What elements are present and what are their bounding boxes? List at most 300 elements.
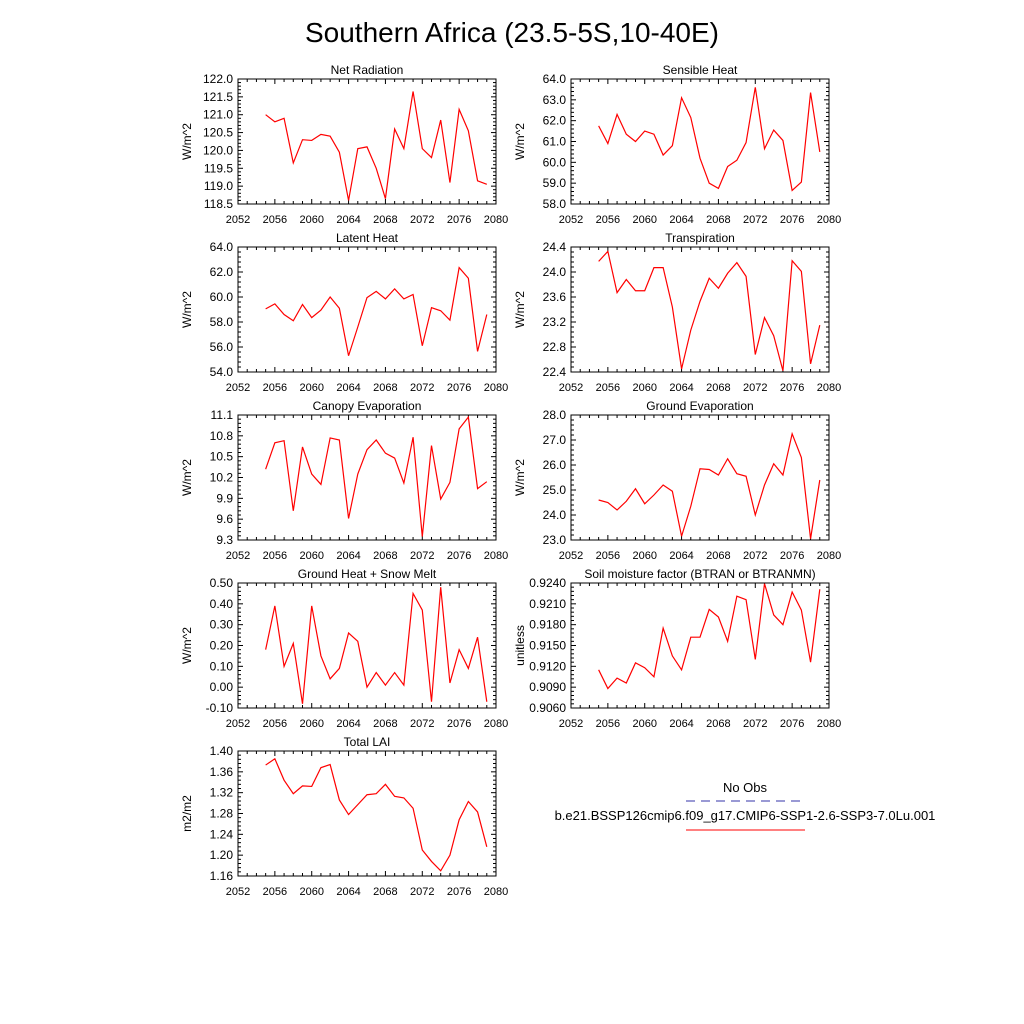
data-point — [468, 278, 469, 279]
data-point — [690, 637, 691, 638]
y-tick-label: 0.9090 — [529, 680, 566, 695]
y-tick-label: 1.24 — [209, 827, 233, 842]
data-point — [792, 260, 793, 261]
data-point — [616, 509, 617, 510]
data-point — [265, 308, 266, 309]
plot-frame — [571, 247, 829, 372]
y-tick-label: 0.9180 — [529, 617, 566, 632]
data-point — [339, 439, 340, 440]
data-point — [477, 488, 478, 489]
data-point — [672, 655, 673, 656]
data-point — [672, 145, 673, 146]
data-point — [477, 180, 478, 181]
figure-title: Southern Africa (23.5-5S,10-40E) — [304, 17, 720, 48]
data-point — [644, 503, 645, 504]
series-line — [266, 417, 487, 536]
data-point — [773, 614, 774, 615]
data-point — [283, 666, 284, 667]
data-point — [431, 861, 432, 862]
chart-panel — [513, 399, 841, 562]
x-tick-label: 2076 — [779, 718, 805, 730]
x-tick-label: 2068 — [373, 214, 398, 226]
data-point — [403, 482, 404, 483]
data-point — [320, 655, 321, 656]
legend-label-obs: No Obs — [722, 780, 768, 795]
data-point — [385, 453, 386, 454]
data-point — [477, 351, 478, 352]
x-tick-label: 2060 — [632, 382, 657, 394]
data-point — [468, 668, 469, 669]
data-point — [745, 476, 746, 477]
y-tick-label: 24.4 — [542, 240, 566, 254]
y-tick-label: 60.0 — [209, 290, 233, 304]
x-tick-label: 2060 — [299, 214, 324, 226]
data-point — [385, 684, 386, 685]
x-tick-label: 2056 — [262, 214, 288, 226]
x-tick-label: 2068 — [706, 718, 731, 730]
data-point — [672, 306, 673, 307]
data-point — [644, 667, 645, 668]
y-tick-label: 120.5 — [202, 125, 233, 140]
data-point — [422, 536, 423, 537]
data-point — [320, 310, 321, 311]
y-tick-label: 1.32 — [209, 785, 233, 800]
data-point — [376, 793, 377, 794]
data-point — [764, 148, 765, 149]
y-tick-label: 0.10 — [209, 659, 233, 674]
x-tick-label: 2076 — [779, 550, 805, 562]
y-tick-label: 0.9120 — [529, 659, 566, 674]
y-tick-label: 24.0 — [542, 265, 566, 279]
data-point — [653, 494, 654, 495]
series-line — [266, 587, 487, 704]
data-point — [311, 140, 312, 141]
data-point — [644, 290, 645, 291]
x-tick-label: 2052 — [225, 214, 251, 226]
x-tick-label: 2068 — [706, 550, 731, 562]
y-tick-label: 1.36 — [209, 764, 233, 779]
y-tick-label: 121.5 — [202, 89, 233, 104]
x-tick-label: 2056 — [262, 886, 288, 898]
data-point — [348, 355, 349, 356]
x-tick-label: 2064 — [336, 550, 361, 562]
data-point — [357, 804, 358, 805]
x-tick-label: 2056 — [262, 718, 288, 730]
x-tick-label: 2060 — [299, 382, 324, 394]
data-point — [810, 92, 811, 93]
chart-panel — [180, 735, 508, 898]
data-point — [348, 518, 349, 519]
y-tick-label: 119.0 — [203, 179, 233, 194]
data-point — [302, 139, 303, 140]
data-point — [709, 469, 710, 470]
data-point — [265, 764, 266, 765]
x-tick-label: 2052 — [558, 214, 584, 226]
y-tick-label: 0.40 — [209, 596, 233, 611]
x-tick-label: 2072 — [410, 382, 435, 394]
x-tick-label: 2080 — [816, 718, 842, 730]
data-point — [699, 301, 700, 302]
data-point — [440, 587, 441, 588]
data-point — [626, 682, 627, 683]
y-tick-label: 61.0 — [542, 134, 566, 149]
data-point — [635, 662, 636, 663]
x-tick-label: 2064 — [669, 718, 694, 730]
data-point — [366, 687, 367, 688]
data-point — [385, 198, 386, 199]
y-tick-label: 23.6 — [542, 290, 566, 304]
y-tick-label: 0.00 — [209, 680, 233, 695]
data-point — [422, 849, 423, 850]
y-tick-label: 23.2 — [542, 315, 566, 329]
plot-frame — [238, 415, 496, 540]
data-point — [274, 121, 275, 122]
data-point — [459, 428, 460, 429]
data-point — [320, 134, 321, 135]
data-point — [412, 593, 413, 594]
chart-panel — [180, 567, 508, 730]
x-tick-label: 2080 — [483, 550, 509, 562]
chart-panel — [180, 231, 508, 394]
data-point — [376, 168, 377, 169]
x-tick-label: 2052 — [558, 718, 584, 730]
y-axis-label: m2/m2 — [180, 795, 194, 832]
y-tick-label: 9.3 — [216, 533, 233, 547]
series-line — [266, 92, 487, 201]
y-tick-label: 60.0 — [542, 155, 566, 170]
plot-frame — [571, 415, 829, 540]
data-point — [302, 446, 303, 447]
data-point — [755, 659, 756, 660]
data-point — [339, 308, 340, 309]
x-tick-label: 2060 — [299, 886, 324, 898]
y-tick-label: 62.0 — [542, 113, 566, 128]
data-point — [819, 589, 820, 590]
y-tick-label: 25.0 — [542, 483, 566, 497]
data-point — [736, 262, 737, 263]
data-point — [745, 142, 746, 143]
x-tick-label: 2056 — [595, 214, 621, 226]
data-point — [431, 701, 432, 702]
data-point — [681, 536, 682, 537]
x-tick-label: 2060 — [632, 718, 657, 730]
x-tick-label: 2068 — [373, 550, 398, 562]
data-point — [709, 183, 710, 184]
panel-title: Soil moisture factor (BTRAN or BTRANMN) — [584, 567, 816, 581]
data-point — [357, 641, 358, 642]
x-tick-label: 2056 — [595, 550, 621, 562]
data-point — [773, 335, 774, 336]
x-tick-label: 2068 — [706, 382, 731, 394]
data-point — [782, 140, 783, 141]
data-point — [440, 870, 441, 871]
x-tick-label: 2060 — [299, 718, 324, 730]
data-point — [265, 469, 266, 470]
data-point — [663, 267, 664, 268]
data-point — [792, 433, 793, 434]
x-tick-label: 2060 — [632, 550, 657, 562]
data-point — [412, 437, 413, 438]
y-tick-label: 1.20 — [209, 848, 233, 863]
y-tick-label: 1.40 — [209, 744, 233, 758]
data-point — [745, 599, 746, 600]
data-point — [459, 267, 460, 268]
data-point — [486, 314, 487, 315]
data-point — [819, 325, 820, 326]
panel-title: Net Radiation — [330, 63, 404, 77]
y-tick-label: 22.4 — [542, 365, 566, 379]
data-point — [330, 764, 331, 765]
data-point — [311, 605, 312, 606]
data-point — [773, 129, 774, 130]
data-point — [366, 794, 367, 795]
x-tick-label: 2080 — [483, 214, 509, 226]
data-point — [412, 91, 413, 92]
x-tick-label: 2080 — [483, 382, 509, 394]
y-tick-label: 9.6 — [216, 512, 233, 527]
data-point — [376, 439, 377, 440]
plot-frame — [571, 79, 829, 204]
data-point — [727, 273, 728, 274]
y-tick-label: 0.9240 — [529, 576, 566, 590]
x-tick-label: 2072 — [743, 214, 768, 226]
data-point — [339, 668, 340, 669]
y-tick-label: 121.0 — [202, 107, 233, 122]
panel-title: Latent Heat — [335, 231, 399, 245]
data-point — [339, 799, 340, 800]
data-point — [311, 786, 312, 787]
data-point — [394, 672, 395, 673]
x-tick-label: 2072 — [410, 886, 435, 898]
chart-panel — [513, 567, 841, 730]
data-point — [459, 109, 460, 110]
y-tick-label: 0.9150 — [529, 638, 566, 653]
data-point — [366, 449, 367, 450]
x-tick-label: 2056 — [262, 382, 288, 394]
data-point — [653, 267, 654, 268]
data-point — [311, 317, 312, 318]
x-tick-label: 2072 — [410, 550, 435, 562]
data-point — [801, 457, 802, 458]
x-tick-label: 2080 — [483, 718, 509, 730]
data-point — [283, 118, 284, 119]
data-point — [598, 669, 599, 670]
plot-frame — [238, 751, 496, 876]
data-point — [302, 785, 303, 786]
data-point — [366, 146, 367, 147]
data-point — [773, 463, 774, 464]
series-line — [266, 759, 487, 871]
data-point — [607, 688, 608, 689]
data-point — [366, 297, 367, 298]
y-tick-label: 64.0 — [209, 240, 233, 254]
data-point — [764, 484, 765, 485]
data-point — [663, 154, 664, 155]
data-point — [477, 637, 478, 638]
y-tick-label: 24.0 — [542, 508, 566, 522]
x-tick-label: 2060 — [299, 550, 324, 562]
panel-title: Ground Heat + Snow Melt — [297, 567, 437, 581]
x-tick-label: 2064 — [669, 382, 694, 394]
data-point — [681, 368, 682, 369]
data-point — [422, 345, 423, 346]
data-point — [348, 200, 349, 201]
data-point — [598, 499, 599, 500]
data-point — [385, 784, 386, 785]
data-point — [681, 669, 682, 670]
y-tick-label: 10.2 — [209, 470, 233, 485]
x-tick-label: 2076 — [446, 718, 472, 730]
x-tick-label: 2064 — [336, 214, 361, 226]
data-point — [440, 310, 441, 311]
y-tick-label: 10.8 — [209, 428, 233, 443]
data-point — [727, 166, 728, 167]
chart-panel — [513, 63, 841, 226]
y-tick-label: 58.0 — [209, 315, 233, 329]
data-point — [598, 125, 599, 126]
y-tick-label: 63.0 — [542, 92, 566, 107]
data-point — [394, 457, 395, 458]
data-point — [348, 632, 349, 633]
data-point — [681, 97, 682, 98]
y-tick-label: 11.1 — [210, 408, 233, 422]
data-point — [311, 473, 312, 474]
data-point — [376, 672, 377, 673]
data-point — [819, 151, 820, 152]
data-point — [468, 130, 469, 131]
data-point — [653, 676, 654, 677]
y-tick-label: 10.5 — [209, 449, 233, 464]
data-point — [755, 514, 756, 515]
data-point — [283, 780, 284, 781]
legend — [555, 780, 936, 830]
data-point — [718, 616, 719, 617]
data-point — [801, 271, 802, 272]
data-point — [644, 130, 645, 131]
data-point — [422, 609, 423, 610]
y-tick-label: 0.20 — [209, 638, 233, 653]
data-point — [486, 481, 487, 482]
x-tick-label: 2064 — [336, 382, 361, 394]
series-line — [599, 584, 820, 689]
chart-panel — [180, 63, 508, 226]
data-point — [385, 298, 386, 299]
y-tick-label: 64.0 — [542, 72, 566, 86]
y-tick-label: 120.0 — [202, 143, 233, 158]
series-line — [599, 251, 820, 370]
legend-label-model: b.e21.BSSP126cmip6.f09_g17.CMIP6-SSP1-2.6-SSP3-7.0Lu.001 — [554, 808, 936, 823]
data-point — [764, 317, 765, 318]
data-point — [764, 583, 765, 584]
x-tick-label: 2068 — [373, 886, 398, 898]
data-point — [699, 158, 700, 159]
y-tick-label: 1.16 — [209, 869, 233, 883]
data-point — [607, 251, 608, 252]
data-point — [810, 538, 811, 539]
y-axis-label: W/m^2 — [180, 123, 194, 160]
data-point — [293, 162, 294, 163]
x-tick-label: 2076 — [446, 886, 472, 898]
panel-title: Canopy Evaporation — [312, 399, 422, 413]
y-tick-label: 28.0 — [542, 408, 566, 422]
x-tick-label: 2072 — [410, 214, 435, 226]
data-point — [302, 703, 303, 704]
y-axis-label: W/m^2 — [180, 459, 194, 496]
data-point — [699, 637, 700, 638]
data-point — [477, 811, 478, 812]
data-point — [635, 290, 636, 291]
data-point — [736, 596, 737, 597]
data-point — [431, 307, 432, 308]
data-point — [274, 303, 275, 304]
data-point — [718, 474, 719, 475]
y-tick-label: 118.5 — [203, 197, 233, 211]
y-tick-label: 23.0 — [542, 533, 566, 547]
data-point — [394, 288, 395, 289]
data-point — [440, 498, 441, 499]
data-point — [348, 814, 349, 815]
data-point — [449, 482, 450, 483]
data-point — [810, 662, 811, 663]
data-point — [357, 473, 358, 474]
data-point — [293, 643, 294, 644]
x-tick-label: 2064 — [336, 718, 361, 730]
data-point — [274, 605, 275, 606]
x-tick-label: 2072 — [743, 382, 768, 394]
plot-frame — [571, 583, 829, 708]
data-point — [459, 649, 460, 650]
y-tick-label: 122.0 — [202, 72, 233, 86]
y-tick-label: 56.0 — [209, 340, 233, 354]
x-tick-label: 2068 — [373, 718, 398, 730]
x-tick-label: 2080 — [816, 550, 842, 562]
data-point — [626, 134, 627, 135]
data-point — [422, 148, 423, 149]
y-tick-label: 9.9 — [216, 491, 233, 506]
y-tick-label: 0.30 — [209, 617, 233, 632]
series-line — [599, 434, 820, 539]
data-point — [403, 797, 404, 798]
data-point — [486, 701, 487, 702]
data-point — [801, 182, 802, 183]
y-tick-label: 27.0 — [542, 433, 566, 447]
panel-title: Sensible Heat — [662, 63, 738, 77]
panel-title: Ground Evaporation — [646, 399, 754, 413]
data-point — [690, 506, 691, 507]
data-point — [690, 117, 691, 118]
data-point — [274, 758, 275, 759]
data-point — [302, 304, 303, 305]
data-point — [616, 292, 617, 293]
y-tick-label: 0.50 — [209, 576, 233, 590]
data-point — [283, 440, 284, 441]
data-point — [459, 819, 460, 820]
y-tick-label: 22.8 — [542, 340, 566, 354]
series-line — [266, 268, 487, 356]
data-point — [330, 678, 331, 679]
x-tick-label: 2064 — [336, 886, 361, 898]
y-axis-label: W/m^2 — [513, 459, 527, 496]
data-point — [755, 354, 756, 355]
data-point — [727, 641, 728, 642]
x-tick-label: 2052 — [225, 550, 251, 562]
panels-group — [180, 63, 841, 898]
data-point — [792, 591, 793, 592]
x-tick-label: 2052 — [558, 382, 584, 394]
data-point — [782, 370, 783, 371]
x-tick-label: 2052 — [225, 382, 251, 394]
data-point — [755, 87, 756, 88]
